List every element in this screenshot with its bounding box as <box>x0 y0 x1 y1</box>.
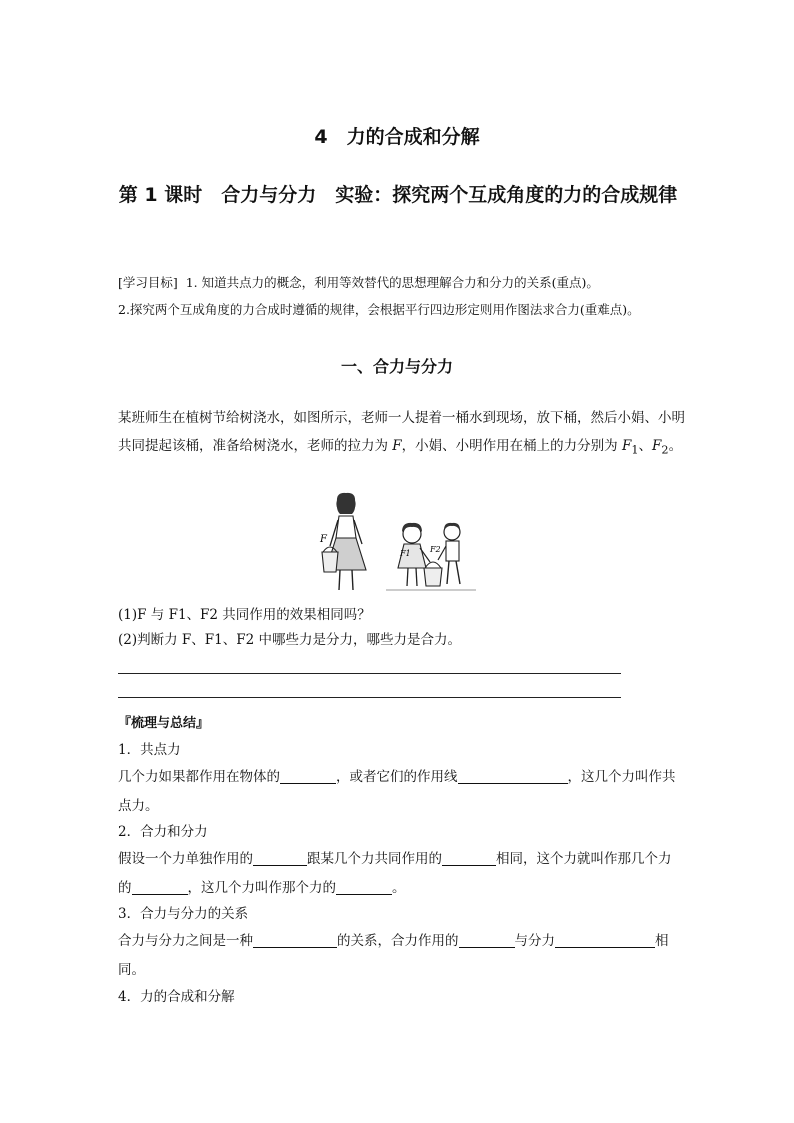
goal-1: 1. 知道共点力的概念，利用等效替代的思想理解合力和分力的关系(重点)。 <box>185 275 599 290</box>
intro-text-b: ，小娟、小明作用在桶上的力分别为 <box>401 438 622 454</box>
fill-blank[interactable] <box>253 849 307 866</box>
fill-blank[interactable] <box>280 767 336 784</box>
s3-text-b: 的关系，合力作用的 <box>337 933 459 949</box>
label-f2: F2 <box>430 545 441 554</box>
summary-s4-title: 4．力的合成和分解 <box>118 989 235 1005</box>
s3-text-c: 与分力 <box>514 933 555 949</box>
intro-paragraph <box>118 404 686 465</box>
s1-text-b: ，或者它们的作用线 <box>336 769 458 785</box>
intro-text-a: 某班师生在植树节给树浇水，如图所示，老师一人提着一桶水到现场，放下桶，然后小娟、小明共同提起该桶，准备给树浇水，老师的拉力为 <box>118 410 685 454</box>
fill-blank[interactable] <box>555 931 655 948</box>
var-f: F <box>392 438 402 454</box>
goals-label: [学习目标] <box>118 275 178 290</box>
label-f1: F1 <box>400 549 411 558</box>
learning-goals <box>118 269 688 323</box>
separator: 、 <box>638 438 653 454</box>
fill-blank[interactable] <box>336 878 392 895</box>
summary-s1-text <box>118 763 684 821</box>
page-title: 4 力的合成和分解 <box>314 126 480 148</box>
fill-blank[interactable] <box>442 849 496 866</box>
teacher-figure <box>319 493 366 590</box>
s3-text-d: 相同。 <box>118 933 669 978</box>
var-f1: F <box>621 438 632 454</box>
sub-2: 2 <box>661 443 669 457</box>
s2-text-b: 跟某几个力共同作用的 <box>307 851 442 867</box>
var-f2: F <box>652 438 662 454</box>
summary-s3-title: 3．合力与分力的关系 <box>118 906 249 922</box>
answer-line-1 <box>118 673 621 674</box>
fill-blank[interactable] <box>132 878 188 895</box>
s2-text-d: ，这几个力叫作那个力的 <box>187 880 336 896</box>
fill-blank[interactable] <box>459 931 515 948</box>
summary-title: 『梳理与总结』 <box>118 716 210 731</box>
question-2: (2)判断力 F、F1、F2 中哪些力是分力，哪些力是合力。 <box>118 632 461 648</box>
sub-1: 1 <box>631 443 639 457</box>
illustration-figure <box>316 490 480 598</box>
s3-text-a: 合力与分力之间是一种 <box>118 933 253 949</box>
s1-text-c: ，这几个力叫作共点力。 <box>118 769 676 814</box>
s1-text-a: 几个力如果都作用在物体的 <box>118 769 280 785</box>
s2-text-e: 。 <box>392 880 406 896</box>
goal-line-1 <box>118 269 688 296</box>
lesson-subtitle: 第 1 课时 合力与分力 实验：探究两个互成角度的力的合成规律 <box>118 184 678 206</box>
answer-line-2 <box>118 697 621 698</box>
end-mark: 。 <box>668 438 683 454</box>
summary-s3-text <box>118 927 684 985</box>
s2-text-c: 相同，这个力就叫作那几个力的 <box>118 851 672 896</box>
summary-s2-text <box>118 845 684 903</box>
summary-s2-title: 2．合力和分力 <box>118 824 208 840</box>
label-f: F <box>320 534 327 545</box>
fill-blank[interactable] <box>253 931 337 948</box>
s2-text-a: 假设一个力单独作用的 <box>118 851 253 867</box>
bucket-shape <box>424 568 442 586</box>
fill-blank[interactable] <box>458 767 568 784</box>
section-heading: 一、合力与分力 <box>340 357 453 376</box>
question-1: (1)F 与 F1、F2 共同作用的效果相同吗？ <box>118 607 371 623</box>
summary-s1-title: 1．共点力 <box>118 742 181 758</box>
goal-2: 2.探究两个互成角度的力合成时遵循的规律，会根据平行四边形定则用作图法求合力(重难点)。 <box>118 302 640 317</box>
